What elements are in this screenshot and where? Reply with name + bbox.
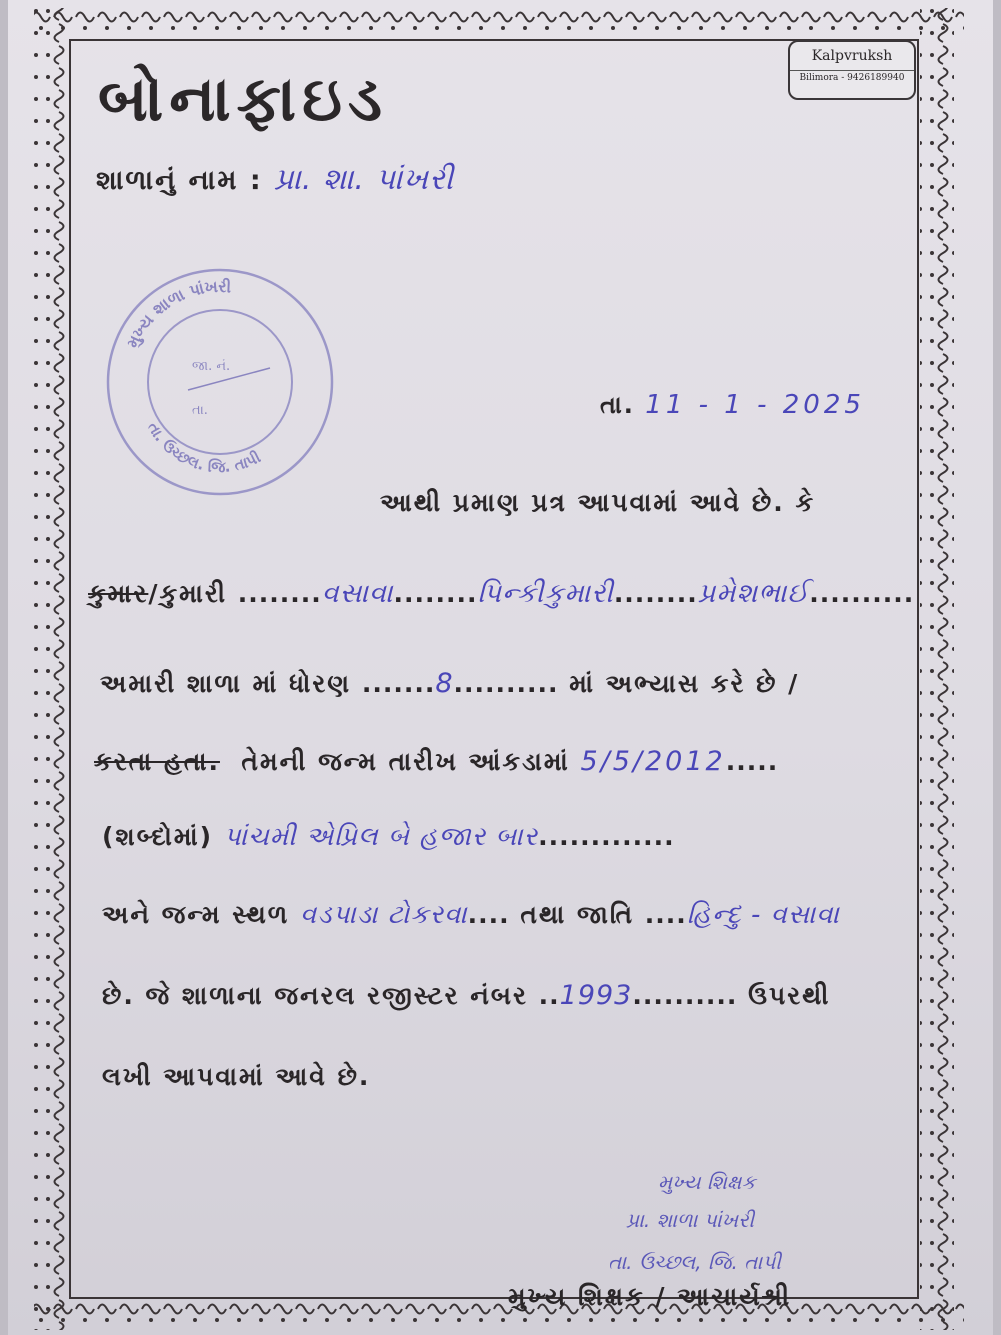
dob-row (94, 746, 778, 777)
intro-line: આથી પ્રમાણ પ્રત્ર આપવામાં આવે છે. કે (380, 488, 816, 517)
svg-text:મુખ્ય શાળા પાંખરી (123, 277, 232, 351)
standard-trail: .......... (453, 669, 559, 698)
date-label: તા. (600, 391, 635, 419)
standard-suffix: માં અભ્યાસ કરે છે / (569, 669, 800, 698)
logo-name: Kalpvruksh (811, 48, 893, 64)
birthplace-value: વડપાડા ટોકરવા (300, 900, 468, 930)
standard-value: 8 (435, 668, 454, 699)
dob-words-label: (શબ્દોમાં) (102, 822, 214, 851)
dob-trail: ..... (725, 747, 779, 776)
standard-row (100, 668, 799, 699)
register-suffix: ઉપરથી (748, 981, 831, 1010)
register-label: છે. જે શાળાના જનરલ રજીસ્ટર નંબર (102, 981, 528, 1010)
dob-value: 5/5/2012 (580, 746, 726, 777)
school-name-row (96, 162, 454, 197)
label-kumar-struck: કુમાર (88, 579, 149, 608)
student-name-leader: ........ (237, 579, 322, 608)
register-leader: .. (538, 981, 560, 1010)
signature-line1: મુખ્ય શિક્ષક (658, 1170, 756, 1194)
dob-label: તેમની જન્મ તારીખ આંકડામાં (241, 747, 570, 776)
signature-line2: પ્રા. શાળા પાંખરી (626, 1208, 755, 1232)
student-surname: વસાવા (321, 578, 394, 609)
birthplace-label: અને જન્મ સ્થળ (102, 900, 290, 929)
dob-words-row (102, 822, 675, 853)
stamp-center-line1: જા. નં. (192, 359, 231, 374)
caste-leader: .... (644, 900, 687, 929)
student-name-row (88, 578, 914, 610)
school-name-value: પ્રા. શા. પાંખરી (274, 162, 455, 197)
dob-words-value: પાંચમી એપ્રિલ બે હજાર બાર (223, 822, 539, 852)
printer-logo (788, 40, 916, 100)
signatory-title: મુખ્ય શિક્ષક / આચાર્યશ્રી (508, 1282, 792, 1311)
signature-line3: તા. ઉચ્છલ, જિ. તાપી (608, 1250, 782, 1274)
birthplace-row (102, 900, 840, 931)
label-kumari: કુમારી (159, 579, 228, 608)
caste-label: તથા જાતિ (520, 900, 635, 929)
student-name-trail: .......... (809, 579, 915, 608)
standard-label: અમારી શાળા માં ધોરણ (100, 669, 352, 698)
birthplace-trail: .... (467, 900, 510, 929)
student-father-name: પ્રમેશભાઈ (697, 578, 810, 609)
student-name-sep2: ........ (613, 579, 698, 608)
svg-text:તા. ઉચ્છલ. જિ. તાપી (144, 419, 264, 476)
stamp-center-line2: તા. (192, 403, 208, 418)
standard-leader: ....... (361, 669, 436, 698)
stamp-ring-top: મુખ્ય શાળા પાંખરી (122, 276, 232, 351)
caste-value: હિન્દુ - વસાવા (686, 900, 840, 930)
certificate-paper (8, 0, 993, 1335)
date-row (600, 390, 865, 420)
school-stamp (100, 262, 340, 502)
closing-line: લખી આપવામાં આવે છે. (102, 1062, 371, 1091)
register-trail: .......... (632, 981, 738, 1010)
dob-struck-text: કરતા હતા. (94, 747, 220, 776)
certificate-title: બોનાફાઇડ (98, 62, 389, 135)
student-first-name: પિન્કીકુમારી (477, 578, 614, 609)
school-name-label: શાળાનું નામ : (96, 165, 263, 196)
dob-words-trail: ............. (538, 822, 675, 851)
register-number: 1993 (559, 980, 633, 1011)
date-value: 11 - 1 - 2025 (645, 390, 865, 420)
stamp-ring-bottom: તા. ઉચ્છલ. જિ. તાપી (143, 419, 264, 477)
register-row (102, 980, 830, 1011)
student-name-sep1: ........ (393, 579, 478, 608)
logo-subline: Bilimora - 9426189940 (790, 70, 914, 83)
label-separator: / (148, 579, 160, 608)
